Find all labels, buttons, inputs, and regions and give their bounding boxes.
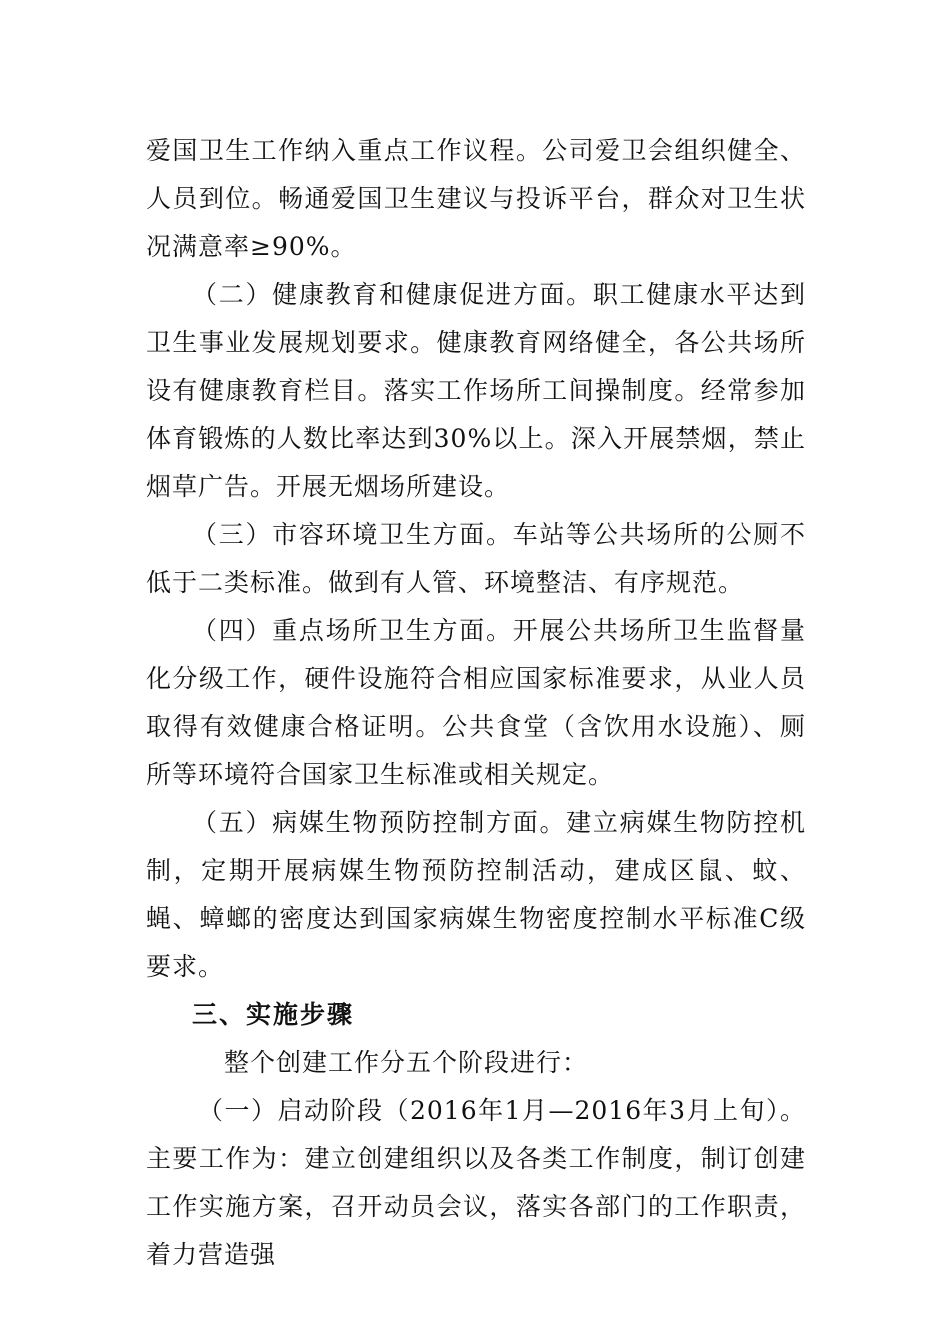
document-body <box>146 127 806 1279</box>
paragraph-stage-one: （一）启动阶段（2016年1月—2016年3月上旬）。主要工作为：建立创建组织以及各类工作制度，制订创建工作实施方案，召开动员会议，落实各部门的工作职责，着力营造强 <box>146 1096 806 1269</box>
paragraph-health-education: （二）健康教育和健康促进方面。职工健康水平达到卫生事业发展规划要求。健康教育网络健全，各公共场所设有健康教育栏目。落实工作场所工间操制度。经常参加体育锻炼的人数比率达到30%以上。深入开展禁烟，禁止烟草广告。开展无烟场所建设。 <box>146 280 806 501</box>
paragraph-vector-control: （五）病媒生物预防控制方面。建立病媒生物防控机制，定期开展病媒生物预防控制活动，建成区鼠、蚊、蝇、蟑螂的密度达到国家病媒生物密度控制水平标准C级要求。 <box>146 808 806 981</box>
paragraph-environment-hygiene: （三）市容环境卫生方面。车站等公共场所的公厕不低于二类标准。做到有人管、环境整洁、有序规范。 <box>146 520 806 597</box>
section-heading-implementation-steps: 三、实施步骤 <box>192 1000 355 1029</box>
paragraph-steps-intro: 整个创建工作分五个阶段进行： <box>224 1048 589 1077</box>
paragraph-leadership-continuation: 爱国卫生工作纳入重点工作议程。公司爱卫会组织健全、人员到位。畅通爱国卫生建议与投诉平台，群众对卫生状况满意率≥90%。 <box>146 136 806 261</box>
paragraph-key-places-hygiene: （四）重点场所卫生方面。开展公共场所卫生监督量化分级工作，硬件设施符合相应国家标准要求，从业人员取得有效健康合格证明。公共食堂（含饮用水设施）、厕所等环境符合国家卫生标准或相关规定。 <box>146 616 806 789</box>
